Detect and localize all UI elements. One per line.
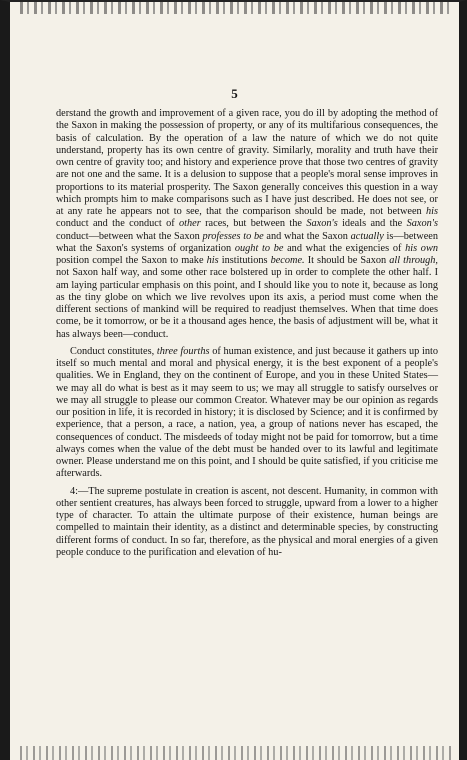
text-run: conduct—between what the Saxon bbox=[56, 230, 203, 242]
text-run: derstand the growth and improvement of a given race, you do ill by adopting the method of the Saxon in making the possession of property, or any of its multifarious consequences, the basis of calculation. By the operation of a law the nature of which we do not quite understand, property has its own centre of gravity. Similarly, morality and truth have their own centre of gravity too; and history and experience prove that those two centres of gravity are not one and the same. It is a delusion to suppose that a people's moral sense improves in proportions to its material prosperity. The Saxon generally conceives this question in a way which prompts him to make comparisons such as I have just described. He does not see, or at any rate he appears not to see, that the comparison should be made, not between bbox=[56, 108, 438, 217]
italic-text: all through, bbox=[389, 255, 438, 266]
text-run: is—between what the Saxon's systems of organization bbox=[56, 230, 438, 254]
page-body-text bbox=[56, 108, 438, 559]
italic-text: professes to be bbox=[202, 230, 264, 242]
italic-text: other bbox=[179, 218, 201, 230]
text-run: not Saxon half way, and some other race bolstered up in order to complete the other half. I am laying particular emphasis on this point, and I should like you to note it, because as long as the tiny globe on which we live revolves upon its axis, a period must come when the different sections of mankind will be required to readjust themselves. When that time does come, be it tomorrow, or be it a thousand ages hence, the basis of adjustment will be, what it has always been—conduct. bbox=[56, 267, 438, 340]
italic-text: become. bbox=[270, 255, 305, 266]
text-run: of human existence, and just because it gathers up into itself so much mental and moral and physical energy, it is the best exponent of a people's qualities. We in England, they on the continent of Europe, and you in these United States—we may all do what is best as it may seem to us; we may all struggle to satisfy ourselves or we may all struggle to please our common Creator. Whatever may be our opinion as regards our position in life, it is recorded in history; it is disclosed by Science; and it is confirmed by experience, that a person, a race, a nation, yea, a group of nations never has escaped, the consequences of conduct. The misdeeds of today might not be paid for tomorrow, but a time always comes when the value of the debt must be handed over to its lawful and legitimate owner. Please understand me on this point, and I should be quite satisfied, if you criticise me afterwards. bbox=[56, 345, 439, 480]
text-run: position compel the Saxon to make bbox=[56, 255, 207, 266]
italic-text: ought to be bbox=[234, 242, 284, 254]
text-run: races, but between the bbox=[200, 218, 307, 230]
paragraph bbox=[56, 346, 438, 481]
italic-text: his bbox=[425, 206, 438, 217]
paragraph bbox=[56, 108, 438, 341]
text-run: 4:—The supreme postulate in creation is ascent, not descent. Humanity, in common with other sentient creatures, has always been forced to struggle, upward from a lower to a higher type of character. To attain the ultimate purpose of their existence, human beings are compelled to maintain their identity, as a distinct and determinable species, by constructing different forms of conduct. In so far, therefore, as the physical and moral energies of a given people conduce to the purification and elevation of hu- bbox=[56, 485, 438, 558]
text-run: conduct and the conduct of bbox=[56, 218, 180, 230]
italic-text: Saxon's bbox=[406, 218, 438, 230]
italic-text: three fourths bbox=[156, 345, 210, 357]
page-bottom-edge bbox=[20, 746, 451, 760]
italic-text: actually bbox=[350, 230, 384, 242]
page-number: 5 bbox=[231, 86, 238, 101]
text-run: Conduct constitutes, bbox=[70, 345, 157, 357]
text-run: and what the exigencies of bbox=[283, 242, 406, 254]
page-top-edge bbox=[20, 2, 451, 14]
text-run: institutions bbox=[218, 255, 271, 266]
italic-text: his bbox=[206, 255, 219, 266]
paragraph bbox=[56, 486, 438, 560]
text-run: It should be Saxon bbox=[304, 255, 390, 266]
italic-text: his own bbox=[405, 242, 438, 254]
text-run: and what the Saxon bbox=[263, 230, 351, 242]
text-run: ideals and the bbox=[337, 218, 407, 230]
italic-text: Saxon's bbox=[306, 218, 338, 230]
